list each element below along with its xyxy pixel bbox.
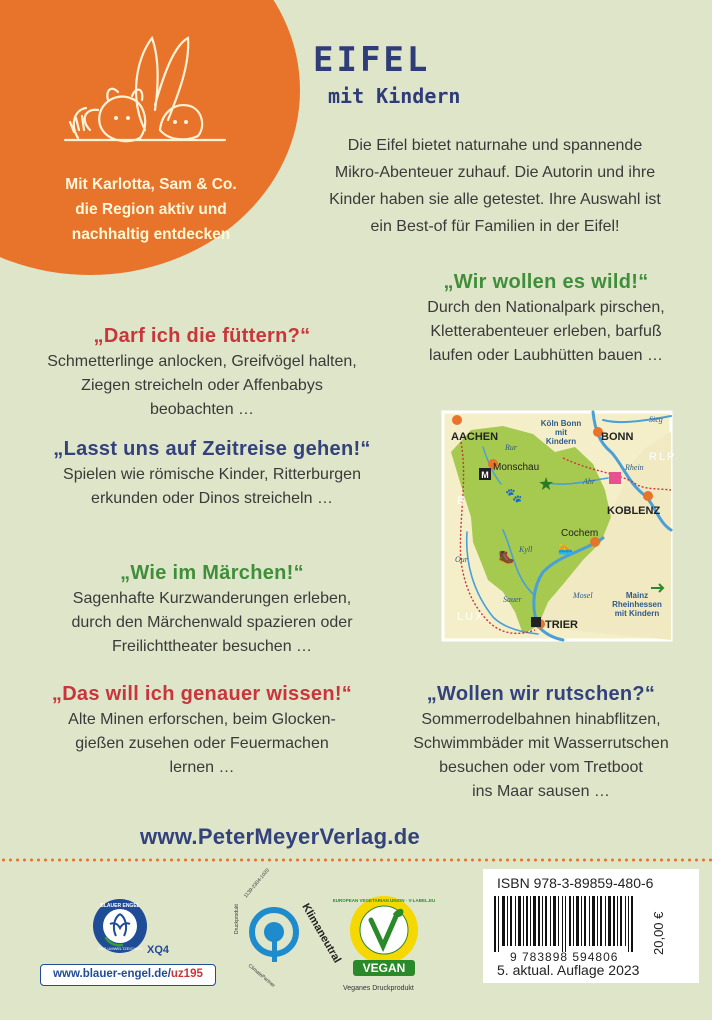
star-icon: ★ xyxy=(538,474,555,494)
hiker-icon: 🥾 xyxy=(498,549,516,565)
dotted-divider xyxy=(0,858,712,862)
section-line: erkunden oder Dinos streicheln … xyxy=(91,490,333,507)
map-city-koblenz: KOBLENZ xyxy=(607,505,661,517)
map-ref-north: Kindern xyxy=(545,437,577,446)
section-line: Kletterabenteuer erleben, barfuß xyxy=(430,323,662,340)
section-line: ins Maar sausen … xyxy=(472,783,610,800)
blauer-engel-url-suffix: uz195 xyxy=(170,968,203,980)
river-rur: Rur xyxy=(505,443,517,452)
vegan-label: VEGAN xyxy=(362,961,406,975)
klima-ring: Druckprodukt xyxy=(234,904,240,934)
tagline-line-3: nachhaltig entdecken xyxy=(71,226,231,243)
river-our: Our xyxy=(455,555,468,564)
klimaneutral-word: Klimaneutral xyxy=(299,901,344,966)
section-wild xyxy=(405,268,687,368)
section-heading: „Wir wollen es wild!“ xyxy=(443,271,649,293)
intro-text xyxy=(296,132,694,240)
map-city-aachen: AACHEN xyxy=(451,431,499,443)
book-title: EIFEL xyxy=(313,40,431,80)
section-line: lernen … xyxy=(169,759,235,776)
paw-icon: 🐾 xyxy=(505,487,523,503)
river-rhein: Rhein xyxy=(625,463,644,472)
section-line: Spielen wie römische Kinder, Ritterburgen xyxy=(63,466,361,483)
section-fairytale xyxy=(22,559,402,659)
map-ref-south: Mainz xyxy=(625,591,649,600)
section-line: Ziegen streicheln oder Affenbabys xyxy=(81,377,323,394)
river-sauer: Sauer xyxy=(503,595,522,604)
price: 20,00 € xyxy=(651,911,666,955)
section-heading: „Das will ich genauer wissen!“ xyxy=(51,683,353,705)
section-heading: „Darf ich die füttern?“ xyxy=(93,325,311,347)
vegan-logo xyxy=(332,894,436,984)
section-line: Alte Minen erforschen, beim Glocken- xyxy=(68,711,336,728)
section-line: Durch den Nationalpark pirschen, xyxy=(427,299,665,316)
animals-drawing xyxy=(60,30,230,150)
tagline-line-2: die Region aktiv und xyxy=(75,201,227,218)
map-region-b: B xyxy=(457,495,467,507)
map-city-trier: TRIER xyxy=(545,619,578,631)
barcode xyxy=(492,896,642,952)
section-slide xyxy=(392,680,690,804)
map-city-monschau: Monschau xyxy=(493,462,540,473)
blauer-engel-url-main: www.blauer-engel.de/ xyxy=(53,968,171,980)
map-city-bonn: BONN xyxy=(601,431,634,443)
river-ahr: Ahr xyxy=(583,477,595,486)
edition: 5. aktual. Auflage 2023 xyxy=(497,962,640,978)
section-line: gießen zusehen oder Feuermachen xyxy=(75,735,329,752)
tagline-line-1: Mit Karlotta, Sam & Co. xyxy=(65,176,237,193)
blauer-engel-bottom: DAS UMWELTZEICHEN xyxy=(98,946,142,951)
intro-line: Die Eifel bietet naturnahe und spannende xyxy=(347,137,643,154)
blauer-engel-top: BLAUER ENGEL xyxy=(100,903,140,909)
monschau-marker: M xyxy=(481,470,489,480)
vegan-ring: EUROPEAN VEGETARIAN UNION · V-LABEL.EU xyxy=(332,898,436,903)
intro-line: ein Best-of für Familien in der Eifel! xyxy=(370,218,620,235)
map-ref-north: Köln Bonn xyxy=(540,419,582,428)
section-line: Schwimmbäder mit Wasserrutschen xyxy=(413,735,669,752)
intro-line: Kinder haben sie alle getestet. Ihre Auswahl ist xyxy=(329,191,661,208)
river-kyll: Kyll xyxy=(519,545,533,554)
section-line: beobachten … xyxy=(149,401,255,418)
map-ref-north: mit xyxy=(555,428,567,437)
klima-id: 1139-2304-1020 xyxy=(242,867,271,900)
section-knowledge xyxy=(22,680,382,780)
map-city-cochem: Cochem xyxy=(561,528,599,539)
map-region-lux: LUX xyxy=(457,611,485,623)
map-ref-south: mit Kindern xyxy=(614,609,660,618)
section-line: Sommerrodelbahnen hinabflitzen, xyxy=(421,711,661,728)
climate-neutral-logo xyxy=(228,867,344,989)
river-mosel: Mosel xyxy=(573,591,593,600)
section-line: besuchen oder vom Tretboot xyxy=(439,759,643,776)
section-line: laufen oder Laubhütten bauen … xyxy=(429,347,663,364)
isbn-text: ISBN 978-3-89859-480-6 xyxy=(497,875,654,891)
barcode-digits: 9 783898 594806 xyxy=(510,950,619,964)
eifel-map xyxy=(443,412,677,640)
section-heading: „Lasst uns auf Zeitreise gehen!“ xyxy=(53,438,371,460)
vegan-caption: Veganes Druckprodukt xyxy=(343,985,414,992)
section-heading: „Wollen wir rutschen?“ xyxy=(426,683,656,705)
map-ref-south: Rheinhessen xyxy=(612,600,662,609)
circle-tagline xyxy=(22,172,280,247)
blauer-engel-url[interactable] xyxy=(40,964,216,986)
section-line: Sagenhafte Kurzwanderungen erleben, xyxy=(72,590,352,607)
blauer-engel-logo xyxy=(92,898,148,954)
map-region-rlp: RLP xyxy=(649,451,677,463)
section-feed xyxy=(22,322,382,422)
blauer-engel-code: XQ4 xyxy=(147,944,170,956)
river-sieg: Sieg xyxy=(649,415,663,424)
section-heading: „Wie im Märchen!“ xyxy=(120,562,304,584)
intro-line: Mikro-Abenteuer zuhauf. Die Autorin und ihre xyxy=(334,164,656,181)
klima-partner: ClimatePartner xyxy=(246,962,277,989)
section-line: Schmetterlinge anlocken, Greifvögel halten, xyxy=(47,353,357,370)
section-line: durch den Märchenwald spazieren oder xyxy=(71,614,353,631)
book-subtitle: mit Kindern xyxy=(328,84,461,108)
section-time-travel xyxy=(22,435,402,511)
section-line: Freilichttheater besuchen … xyxy=(111,638,313,655)
swimmer-icon: 🏊 xyxy=(558,541,573,555)
publisher-url[interactable]: www.PeterMeyerVerlag.de xyxy=(140,824,420,849)
shop-icon xyxy=(609,472,621,484)
trier-marker xyxy=(531,617,541,627)
